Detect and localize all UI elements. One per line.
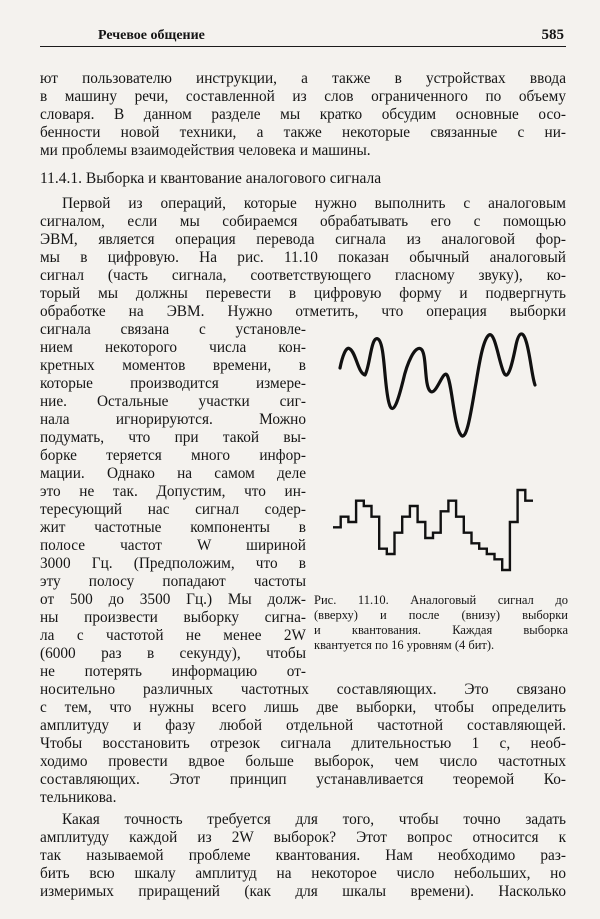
- text-line: ны произвести выборку сигна-: [40, 609, 306, 626]
- text-line: составляющих. Этот принцип устанавливается теоремой Ко-: [40, 771, 566, 788]
- text-line: ходимо провести вдвое больше выборок, чем число частотных: [40, 753, 566, 770]
- quantized-signal: [333, 490, 533, 570]
- text-line: которые производится измере-: [40, 375, 306, 392]
- text-line: это не так. Допустим, что ин-: [40, 483, 306, 500]
- text-line: подумать, что при такой вы-: [40, 429, 306, 446]
- text-line: полосе частот W шириной: [40, 537, 306, 554]
- text-line: ние. Остальные участки сиг-: [40, 393, 306, 410]
- text-line: нала игнорируются. Можно: [40, 411, 306, 428]
- figure-11-10: [318, 325, 568, 585]
- figure-caption: [314, 593, 568, 653]
- text-line: носительно различных частотных составляющих. Это связано: [40, 681, 566, 698]
- text-line: мы в цифровую. На рис. 11.10 показан обычный аналоговый: [40, 249, 566, 266]
- text-line: Какая точность требуется для того, чтобы точно задать: [62, 811, 566, 828]
- text-line: в машину речи, составленной из слов ограниченного по объему: [40, 88, 566, 105]
- text-line: так называемой проблеме квантования. Нам необходимо раз-: [40, 847, 566, 864]
- text-line: ла с частотой не менее 2W: [40, 627, 306, 644]
- text-line: словаря. В данном разделе мы кратко обсудим основные осо-: [40, 106, 566, 123]
- text-line: бить всю шкалу амплитуд на некоторое число небольших, но: [40, 865, 566, 882]
- text-line: бенности новой техники, а также некоторые связанные с ни-: [40, 124, 566, 141]
- text-line: Первой из операций, которые нужно выполнить с аналоговым: [62, 195, 566, 212]
- text-line: борке теряется много инфор-: [40, 447, 306, 464]
- text-line: Чтобы восстановить отрезок сигнала длительностью 1 с, необ-: [40, 735, 566, 752]
- analog-signal-curve: [340, 334, 535, 436]
- section-heading: 11.4.1. Выборка и квантование аналогового сигнала: [40, 170, 382, 187]
- text-line: эту полосу попадают частоты: [40, 573, 306, 590]
- text-line: обработке на ЭВМ. Нужно отметить, что операция выборки: [40, 303, 566, 320]
- text-line: сигнал (часть сигнала, соответствующего гласному звуку), ко-: [40, 267, 566, 284]
- text-line: ми проблемы взаимодействия человека и машины.: [40, 142, 371, 159]
- running-header: [40, 22, 566, 47]
- text-line: жит частотные компоненты в: [40, 519, 306, 536]
- caption-line: квантуется по 16 уровням (4 бит).: [314, 638, 495, 652]
- text-line: тересующий нас сигнал содер-: [40, 501, 306, 518]
- caption-line: (вверху) и после (внизу) выборки: [314, 608, 568, 622]
- text-line: торый мы должны перевести в цифровую форму и подвергнуть: [40, 285, 566, 302]
- text-line: измеримых приращений (как для шкалы времени). Насколько: [40, 883, 566, 900]
- text-line: с тем, что нужны всего лишь две выборки, чтобы определить: [40, 699, 566, 716]
- text-line: кретных моментов времени, в: [40, 357, 306, 374]
- text-line: ют пользователю инструкции, а также в устройствах ввода: [40, 70, 566, 87]
- text-line: (6000 раз в секунду), чтобы: [40, 645, 306, 662]
- header-title: Речевое общение: [98, 28, 205, 43]
- page-number: 585: [541, 27, 564, 43]
- text-line: сигнала связана с установле-: [40, 321, 306, 338]
- text-line: не потерять информацию от-: [40, 663, 306, 680]
- caption-line: Рис. 11.10. Аналоговый сигнал до: [314, 593, 568, 607]
- signal-figure: [318, 325, 568, 585]
- text-line: амплитуду каждой из 2W выборок? Этот вопрос относится к: [40, 829, 566, 846]
- text-line: нием некоторого числа кон-: [40, 339, 306, 356]
- text-line: ЭВМ, является операция перевода сигнала из аналоговой фор-: [40, 231, 566, 248]
- caption-line: и квантования. Каждая выборка: [314, 623, 568, 637]
- text-line: от 500 до 3500 Гц.) Мы долж-: [40, 591, 306, 608]
- text-line: амплитуду и фазу любой отдельной частотной составляющей.: [40, 717, 566, 734]
- text-line: тельникова.: [40, 789, 117, 806]
- text-line: сигналом, если мы собираемся обрабатывать его с помощью: [40, 213, 566, 230]
- text-line: 3000 Гц. (Предположим, что в: [40, 555, 306, 572]
- text-line: мации. Однако на самом деле: [40, 465, 306, 482]
